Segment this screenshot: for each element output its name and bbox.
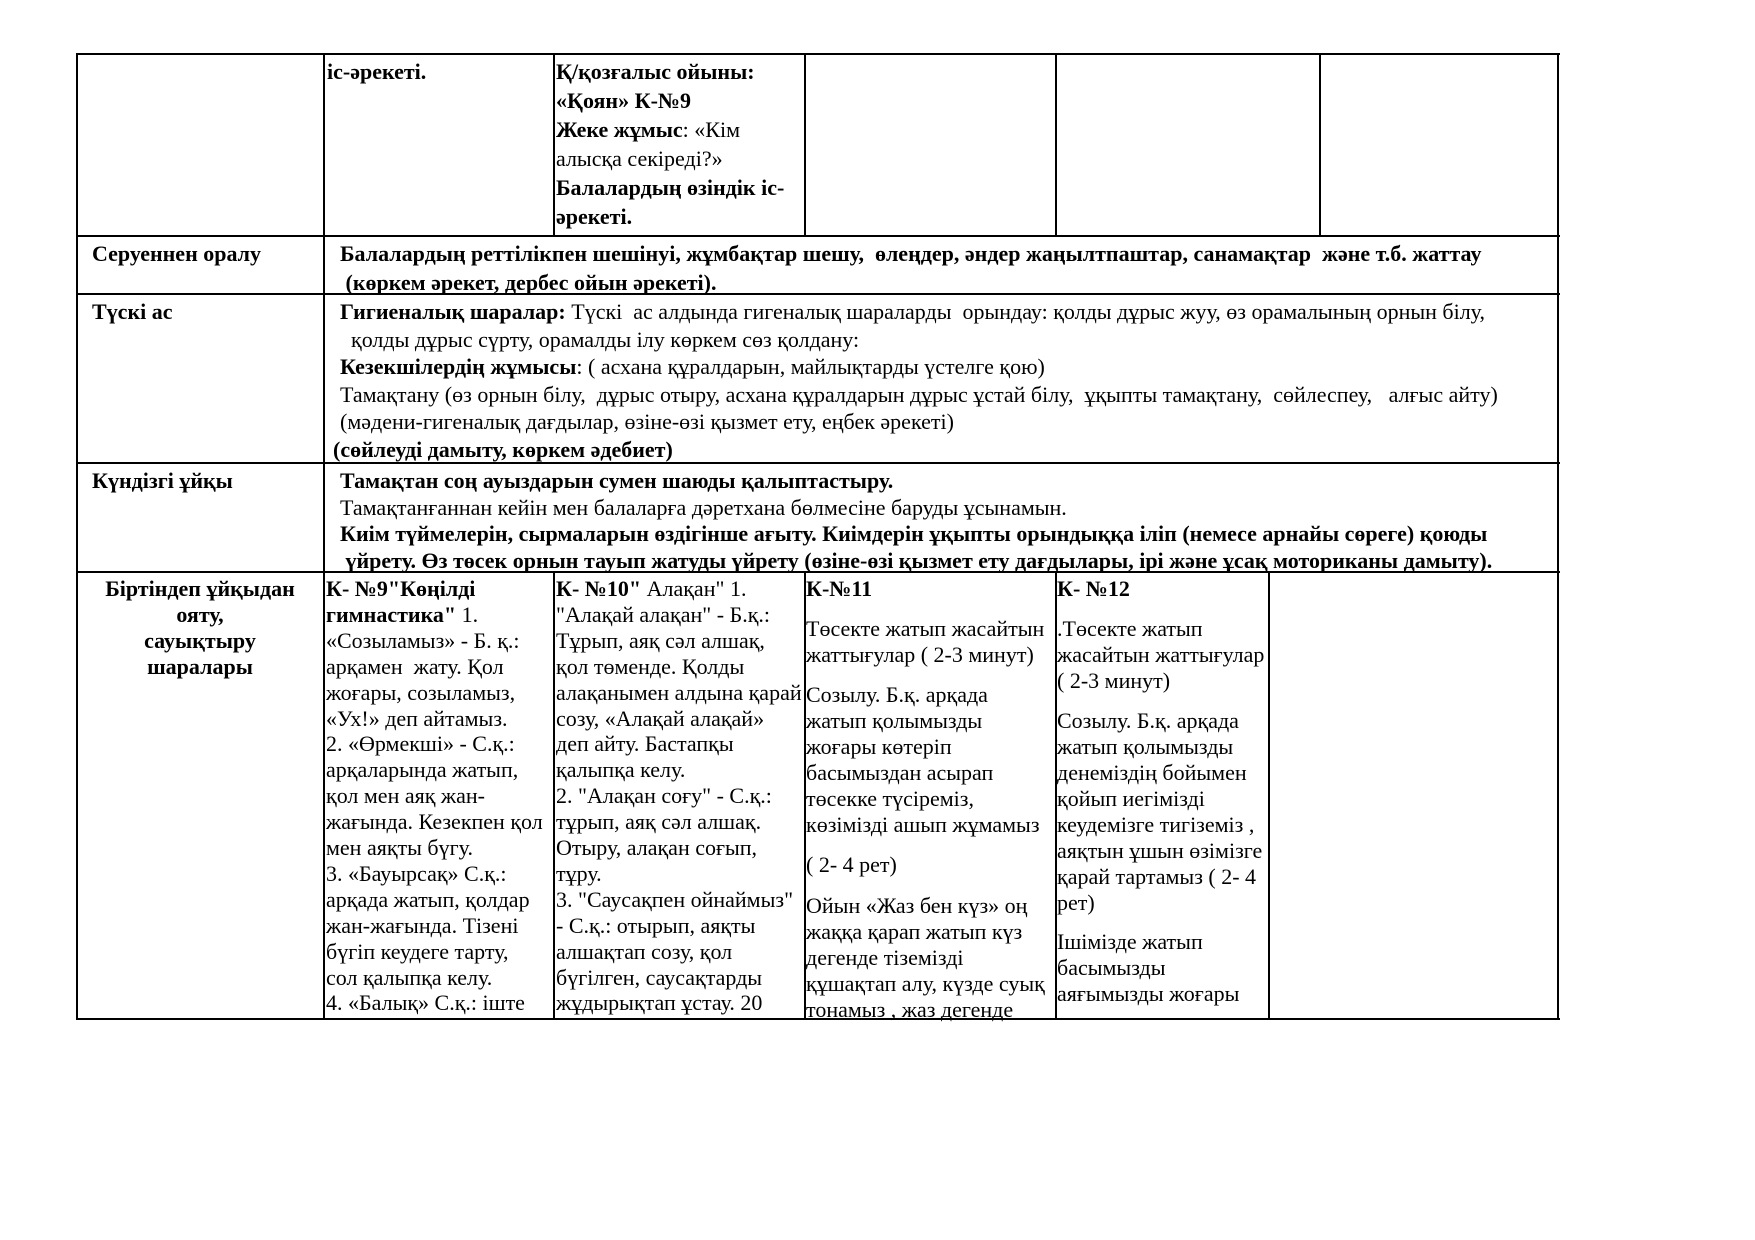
text-line: жаттығулар ( 2-3 минут)	[806, 642, 1034, 667]
text-line: рет)	[1057, 890, 1095, 915]
text-segment: жан-жағында. Тізені	[326, 912, 519, 938]
text-line	[340, 239, 1481, 268]
text-line: жасайтын жаттығулар	[1057, 642, 1265, 667]
text-segment: созу, «Алақай алақай»	[556, 705, 765, 731]
text-line	[556, 807, 761, 836]
text-line: басымыздан асырап	[806, 760, 994, 785]
text-segment: арқамен жату. Қол	[326, 653, 504, 679]
row-label-wake: ояту,	[176, 602, 224, 627]
text-line: жатып қолымызды	[1057, 734, 1234, 759]
text-line	[326, 911, 518, 940]
text-segment: алақанымен алдына қарай	[556, 679, 802, 705]
row-divider	[76, 293, 1560, 295]
text-segment: (сөйлеуді дамыту, көркем әдебиет)	[333, 437, 673, 462]
text-line: жаққа қарап жатып күз	[806, 919, 1023, 944]
text-segment: 3. "Саусақпен ойнаймыз"	[556, 886, 794, 912]
text-line	[556, 600, 770, 629]
text-segment: жоғары, созыламыз,	[326, 679, 516, 705]
text-line	[556, 86, 691, 115]
text-segment: «Ух!» деп айтамыз.	[326, 705, 508, 731]
row-label-return: Серуеннен оралу	[92, 241, 262, 266]
text-line: денеміздің бойымен	[1057, 760, 1247, 785]
row-label-wake: Біртіндеп ұйқыдан	[105, 576, 295, 601]
text-line: тонамыз , жаз дегенде	[806, 997, 1014, 1022]
text-segment: 4. «Балық» С.қ.: іште	[326, 990, 525, 1016]
top-row-col2-line: іс-әрекеті.	[327, 59, 427, 84]
row-label-wake: шаралары	[147, 654, 253, 679]
text-line	[556, 115, 740, 144]
text-line: кеудемізге тигіземіз ,	[1057, 812, 1255, 837]
text-line: .Төсекте жатып	[1057, 616, 1203, 641]
text-line	[340, 380, 1498, 409]
text-line	[556, 755, 685, 784]
text-segment: Балалардың реттілікпен шешінуі, жұмбақтар шешу, өлеңдер, әндер жаңылтпаштар, санамақтар және т.б. жаттау	[340, 241, 1482, 266]
text-line	[326, 678, 515, 707]
text-line	[326, 652, 504, 681]
text-line	[340, 546, 1492, 575]
text-segment: Қ/қозғалыс ойыны:	[556, 59, 755, 84]
text-line	[340, 407, 954, 436]
row-divider	[76, 235, 1560, 237]
text-line: жатып қолымызды	[806, 708, 983, 733]
text-line: ( 2-3 минут)	[1057, 668, 1171, 693]
text-line: басымызды	[1057, 955, 1166, 980]
column-divider	[1268, 571, 1270, 1020]
text-segment: қолды дұрыс сүрту, орамалды ілу көркем сөз қолдану:	[340, 326, 860, 352]
text-line	[556, 885, 793, 914]
text-segment: алшақтап созу, қол	[556, 938, 733, 964]
text-line	[556, 781, 772, 810]
column-divider	[553, 571, 555, 1020]
text-line	[556, 911, 755, 940]
wake-col5-title: К- №12	[1057, 576, 1130, 601]
text-line	[326, 781, 485, 810]
text-line	[340, 352, 1045, 381]
text-line	[326, 807, 543, 836]
text-segment: деп айту. Бастапқы	[556, 731, 734, 757]
text-segment: бүгіп кеудеге тарту,	[326, 938, 509, 964]
text-segment: Жеке жұмыс	[556, 117, 683, 142]
text-line: Ойын «Жаз бен күз» оң	[806, 893, 1028, 918]
text-segment: гимнастика"	[326, 601, 457, 627]
text-line	[556, 57, 755, 86]
text-line: аяқтын ұшын өзімізге	[1057, 838, 1263, 863]
text-line	[556, 652, 744, 681]
text-line	[556, 574, 746, 603]
text-segment: Тұрып, аяқ сәл алшақ,	[556, 627, 765, 653]
text-line	[556, 678, 802, 707]
text-segment: Тамақтан соң ауыздарын сумен шаюды қалыптастыру.	[340, 468, 894, 493]
text-segment: қол мен аяқ жан-	[326, 783, 485, 809]
text-line	[340, 268, 717, 297]
text-line: Төсекте жатып жасайтын	[806, 616, 1045, 641]
column-divider	[553, 53, 555, 236]
text-line	[556, 704, 764, 733]
text-line	[340, 466, 893, 495]
text-segment: (көркем әрекет, дербес ойын әрекеті).	[340, 270, 717, 295]
text-line	[556, 988, 762, 1017]
row-divider	[76, 462, 1560, 464]
text-line	[326, 600, 478, 629]
text-line	[326, 937, 509, 966]
table-border-top	[76, 53, 1560, 55]
text-line	[326, 963, 492, 992]
text-line	[556, 626, 765, 655]
text-line	[556, 833, 757, 862]
column-divider	[323, 53, 325, 1020]
text-segment: Отыру, алақан соғып,	[556, 835, 758, 860]
text-line: құшақтап алу, күзде суық	[806, 971, 1045, 996]
text-segment: Тамақтану (өз орнын білу, дұрыс отыру, асхана құралдарын дұрыс ұстай білу, ұқыпты тамақтану, сөйлеспеу, алғыс айту)	[340, 381, 1498, 407]
text-segment: тұру.	[556, 860, 602, 886]
text-segment: қол төменде. Қолды	[556, 653, 745, 679]
text-line: қарай тартамыз ( 2- 4	[1057, 864, 1257, 889]
text-segment: Балалардың өзіндік іс-	[556, 175, 785, 200]
text-line	[556, 859, 602, 888]
text-line: ( 2- 4 рет)	[806, 852, 897, 877]
text-line	[556, 963, 762, 992]
text-line	[340, 297, 1485, 326]
text-line	[326, 704, 508, 733]
text-segment: қалыпқа келу.	[556, 757, 686, 783]
text-segment: - С.қ.: отырып, аяқты	[556, 912, 756, 938]
wake-col4-title: К-№11	[806, 576, 873, 601]
text-line	[340, 519, 1487, 548]
text-segment: әрекеті.	[556, 204, 633, 229]
text-segment: жағында. Кезекпен қол	[326, 809, 543, 835]
text-line	[556, 729, 734, 758]
text-line	[326, 833, 473, 862]
text-line	[556, 144, 723, 173]
text-segment: арқада жатып, қолдар	[326, 886, 530, 912]
text-line	[340, 493, 1067, 522]
text-segment: 1.	[456, 601, 479, 627]
text-segment: Тамақтанғаннан кейін мен балаларға дәретхана бөлмесіне баруды ұсынамын.	[340, 494, 1067, 520]
text-line	[556, 173, 784, 202]
column-divider	[1055, 53, 1057, 236]
text-line	[333, 435, 673, 464]
text-line: Созылу. Б.қ. арқада	[806, 682, 988, 707]
text-line	[326, 859, 507, 888]
text-line	[326, 885, 530, 914]
row-label-lunch: Түскі ас	[92, 299, 173, 324]
text-segment: Түскі ас алдында гигеналық шараларды орындау: қолды дұрыс жуу, өз орамалының орнын білу,	[565, 299, 1485, 324]
text-segment: сол қалыпқа келу.	[326, 964, 493, 990]
text-segment: Киім түймелерін, сырмаларын өздігінше ағыту. Киімдерін ұқыпты орындыққа іліп (немесе арнайы сөреге) қоюды	[340, 521, 1488, 546]
text-line	[340, 325, 859, 354]
text-line: көзімізді ашып жұмамыз	[806, 812, 1040, 837]
text-segment: Гигиеналық шаралар:	[340, 299, 566, 324]
text-line	[556, 202, 632, 231]
text-line	[326, 626, 520, 655]
text-segment: 2. «Өрмекші» - С.қ.:	[326, 731, 515, 757]
text-segment: үйрету. Өз төсек орнын тауып жатуды үйрету (өзіне-өзі қызмет ету дағдылары, ірі және ұсақ моториканы дамыту).	[340, 547, 1493, 573]
text-segment: : ( асхана құралдарын, майлықтарды үстелге қою)	[576, 354, 1045, 380]
table-border-left	[76, 53, 78, 1020]
text-segment: 3. «Бауырсақ» С.қ.:	[326, 860, 507, 886]
text-line: Ішімізде жатып	[1057, 929, 1203, 954]
text-segment: тұрып, аяқ сәл алшақ.	[556, 809, 762, 835]
text-segment: К- №9"Көңілді	[326, 576, 476, 601]
row-label-wake: сауықтыру	[144, 628, 256, 653]
column-divider	[804, 53, 806, 236]
column-divider	[1319, 53, 1321, 236]
text-line	[326, 755, 518, 784]
text-segment: арқаларында жатып,	[326, 757, 519, 783]
text-segment: бүгілген, саусақтарды	[556, 964, 763, 990]
row-label-nap: Күндізгі ұйқы	[92, 468, 233, 493]
text-segment: Алақан" 1.	[641, 576, 747, 601]
text-segment: "Алақай алақан" - Б.қ.:	[556, 601, 771, 627]
text-segment: «Созыламыз» - Б. қ.:	[326, 627, 520, 653]
text-segment: алысқа секіреді?»	[556, 146, 723, 171]
text-segment: 2. "Алақан соғу" - С.қ.:	[556, 783, 772, 809]
text-line: аяғымызды жоғары	[1057, 981, 1240, 1006]
text-line: төсекке түсіреміз,	[806, 786, 974, 811]
text-segment: жұдырықтап ұстау. 20	[556, 990, 763, 1016]
table-border-right	[1557, 53, 1559, 1020]
text-line: жоғары көтеріп	[806, 734, 952, 759]
text-segment: (мәдени-гигеналық дағдылар, өзіне-өзі қызмет ету, еңбек әрекеті)	[340, 409, 954, 435]
text-segment: мен аяқты бүгу.	[326, 835, 473, 860]
text-line: Созылу. Б.қ. арқада	[1057, 708, 1239, 733]
text-line	[326, 574, 475, 603]
text-segment: «Қоян» К-№9	[556, 88, 691, 113]
text-segment: : «Кім	[682, 117, 740, 142]
text-line	[326, 729, 515, 758]
text-line: дегенде тіземізді	[806, 945, 964, 970]
text-line: қойып иегімізді	[1057, 786, 1205, 811]
text-line	[326, 988, 525, 1017]
text-segment: Кезекшілердің жұмысы	[340, 354, 577, 380]
text-line	[556, 937, 732, 966]
text-segment: К- №10"	[556, 576, 642, 601]
